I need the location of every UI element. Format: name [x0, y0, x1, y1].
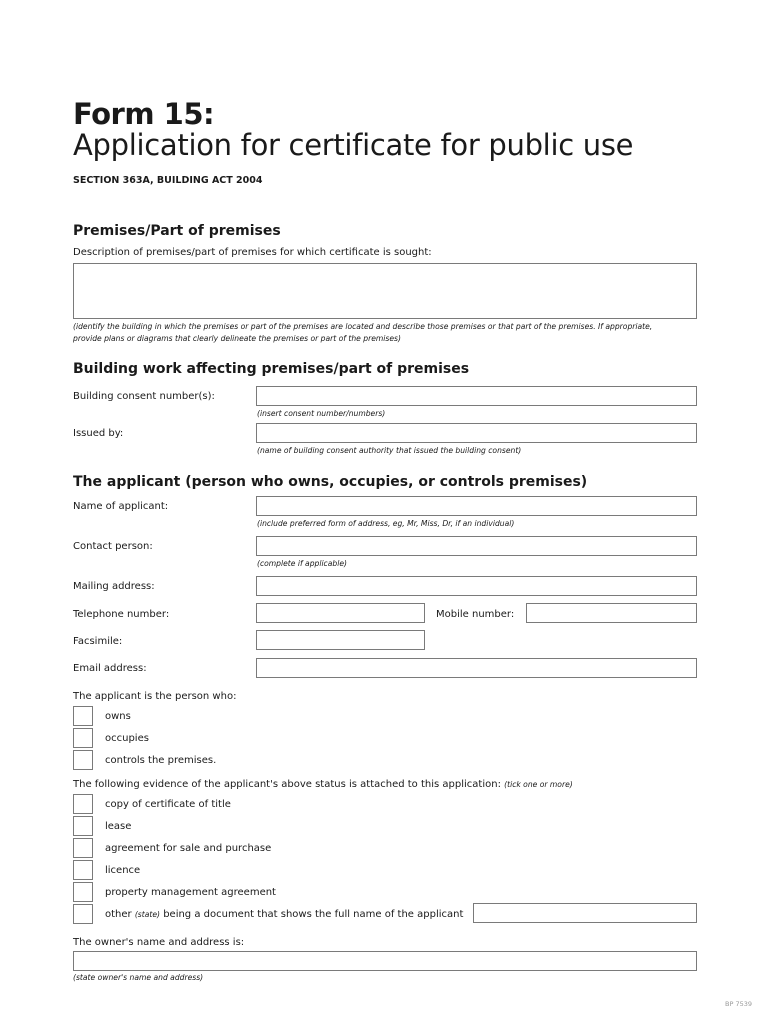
other-checkbox[interactable] [73, 904, 93, 924]
premises-description-label: Description of premises/part of premises for which certificate is sought: [73, 247, 432, 258]
email-field[interactable] [256, 658, 697, 678]
applicant-name-field[interactable] [256, 496, 697, 516]
other-label [105, 909, 463, 920]
certificate-of-title-checkbox[interactable] [73, 794, 93, 814]
other-suffix-text: being a document that shows the full name of the applicant [163, 909, 464, 920]
building-work-heading: Building work affecting premises/part of premises [73, 361, 470, 377]
consent-number-field[interactable] [256, 386, 697, 406]
other-label-text: other [105, 909, 132, 920]
mailing-address-field[interactable] [256, 576, 697, 596]
mobile-label: Mobile number: [436, 609, 515, 620]
evidence-hint: (tick one or more) [504, 780, 573, 789]
evidence-label [73, 779, 573, 790]
email-label: Email address: [73, 663, 147, 674]
issued-by-label: Issued by: [73, 428, 124, 439]
occupies-checkbox[interactable] [73, 728, 93, 748]
person-who-label: The applicant is the person who: [73, 691, 237, 702]
owner-name-address-field[interactable] [73, 951, 697, 971]
lease-label: lease [105, 821, 132, 832]
issued-by-field[interactable] [256, 423, 697, 443]
mobile-field[interactable] [526, 603, 697, 623]
agreement-sale-checkbox[interactable] [73, 838, 93, 858]
lease-checkbox[interactable] [73, 816, 93, 836]
contact-person-field[interactable] [256, 536, 697, 556]
agreement-sale-label: agreement for sale and purchase [105, 843, 272, 854]
licence-label: licence [105, 865, 141, 876]
controls-checkbox[interactable] [73, 750, 93, 770]
certificate-of-title-label: copy of certificate of title [105, 799, 231, 810]
controls-label: controls the premises. [105, 755, 217, 766]
property-management-label: property management agreement [105, 887, 276, 898]
occupies-label: occupies [105, 733, 149, 744]
licence-checkbox[interactable] [73, 860, 93, 880]
contact-person-hint: (complete if applicable) [257, 559, 347, 568]
owner-hint: (state owner's name and address) [73, 973, 204, 982]
footer-code: BP 7539 [725, 1000, 752, 1008]
owns-label: owns [105, 711, 131, 722]
applicant-name-hint: (include preferred form of address, eg, Mr, Miss, Dr, if an individual) [257, 519, 515, 528]
owns-checkbox[interactable] [73, 706, 93, 726]
evidence-label-text: The following evidence of the applicant's above status is attached to this application: [73, 779, 501, 790]
section-reference: SECTION 363A, BUILDING ACT 2004 [73, 175, 263, 186]
consent-number-label: Building consent number(s): [73, 391, 215, 402]
form-number: Form 15: [73, 97, 215, 131]
other-state-hint: (state) [134, 910, 160, 919]
facsimile-label: Facsimile: [73, 636, 123, 647]
premises-heading: Premises/Part of premises [73, 223, 281, 239]
contact-person-label: Contact person: [73, 541, 153, 552]
mailing-address-label: Mailing address: [73, 581, 155, 592]
premises-hint-line-2: provide plans or diagrams that clearly delineate the premises or part of the premises) [73, 334, 401, 343]
premises-hint-line-1: (identify the building in which the premises or part of the premises are located and describe those premises or that part of the premises. If appropriate, [73, 322, 653, 331]
property-management-checkbox[interactable] [73, 882, 93, 902]
premises-description-field[interactable] [73, 263, 697, 319]
telephone-label: Telephone number: [73, 609, 170, 620]
applicant-heading: The applicant (person who owns, occupies, or controls premises) [73, 474, 588, 490]
applicant-name-label: Name of applicant: [73, 501, 169, 512]
issued-by-hint: (name of building consent authority that issued the building consent) [257, 446, 522, 455]
facsimile-field[interactable] [256, 630, 425, 650]
form-title: Application for certificate for public use [73, 128, 634, 162]
other-document-field[interactable] [473, 903, 697, 923]
telephone-field[interactable] [256, 603, 425, 623]
consent-number-hint: (insert consent number/numbers) [257, 409, 386, 418]
owner-label: The owner's name and address is: [73, 937, 245, 948]
